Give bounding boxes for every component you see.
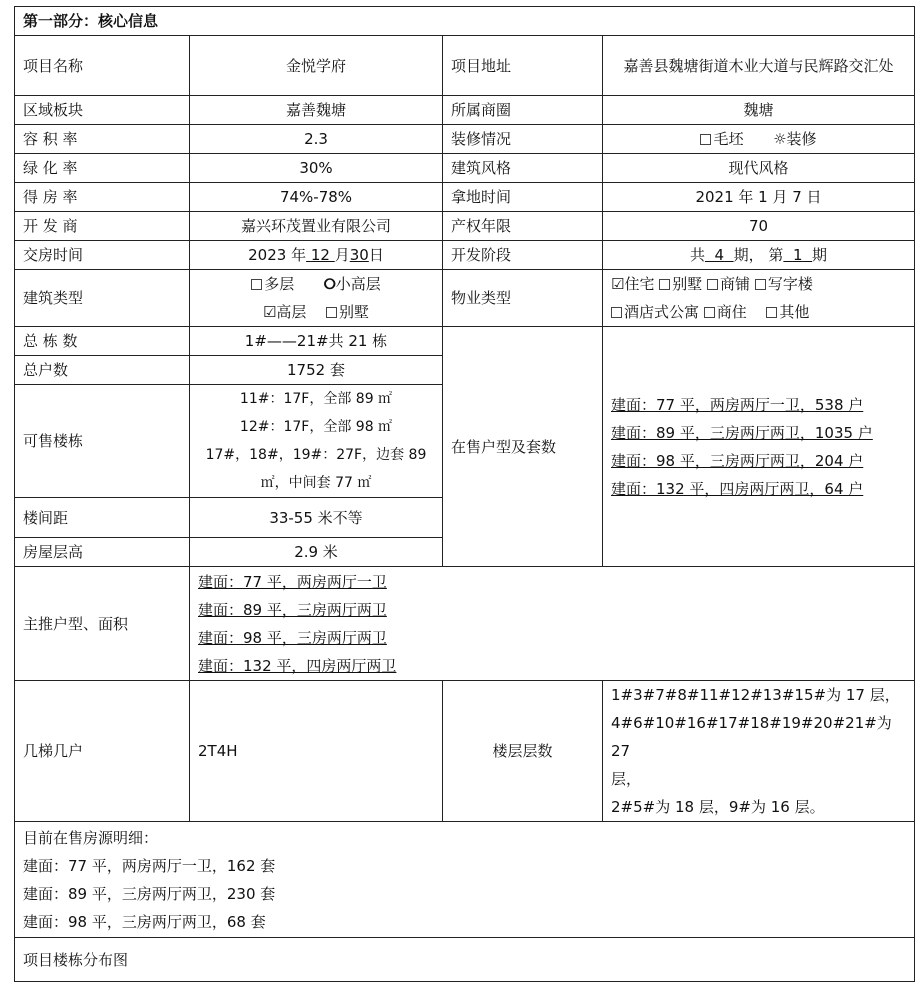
on-sale-item: 建面：77 平，两房两厅一卫，538 户 bbox=[611, 395, 864, 414]
detail-item: 建面：89 平，三房两厅两卫，230 套 bbox=[23, 884, 276, 903]
pt-option-commercial-residential: 商住 bbox=[716, 303, 747, 321]
floors-line: 1#3#7#8#11#12#13#15#为 17 层， bbox=[611, 686, 900, 704]
main-type-item: 建面：89 平，三房两厅两卫 bbox=[198, 600, 387, 619]
decoration-options bbox=[603, 125, 915, 154]
arch-style-label: 建筑风格 bbox=[443, 154, 603, 183]
developer-value: 嘉兴环茂置业有限公司 bbox=[190, 212, 443, 241]
phase-post: 期 bbox=[812, 246, 828, 264]
main-type-item: 建面：77 平，两房两厅一卫 bbox=[198, 572, 387, 591]
property-term-label: 产权年限 bbox=[443, 212, 603, 241]
bt-option-midrise: 小高层 bbox=[335, 275, 381, 293]
bt-option-multi: 多层 bbox=[264, 275, 295, 293]
pt-option-residence: 住宅 bbox=[624, 275, 655, 293]
project-address-label: 项目地址 bbox=[443, 36, 603, 96]
pt-option-villa: 别墅 bbox=[672, 275, 703, 293]
detail-item: 建面：98 平，三房两厅两卫，68 套 bbox=[23, 912, 266, 931]
spacing-label: 楼间距 bbox=[15, 498, 190, 538]
efficiency-label: 得 房 率 bbox=[15, 183, 190, 212]
building-type-label: 建筑类型 bbox=[15, 270, 190, 327]
delivery-value bbox=[190, 241, 443, 270]
far-label: 容 积 率 bbox=[15, 125, 190, 154]
project-address-value: 嘉善县魏塘街道木业大道与民辉路交汇处 bbox=[603, 36, 915, 96]
main-types-list bbox=[190, 567, 915, 681]
radio-selected-icon: ⭘ bbox=[323, 275, 336, 293]
floor-height-label: 房屋层高 bbox=[15, 538, 190, 567]
for-sale-item: 11#：17F，全部 89 ㎡ bbox=[239, 391, 393, 407]
efficiency-value: 74%-78% bbox=[190, 183, 443, 212]
pt-option-office: 写字楼 bbox=[767, 275, 813, 293]
unchecked-box-icon bbox=[755, 279, 766, 290]
for-sale-list bbox=[190, 385, 443, 498]
core-info-table bbox=[14, 6, 915, 982]
bt-option-highrise: 高层 bbox=[276, 303, 307, 321]
business-circle-value: 魏塘 bbox=[603, 96, 915, 125]
land-time-value: 2021 年 1 月 7 日 bbox=[603, 183, 915, 212]
main-types-label: 主推户型、面积 bbox=[15, 567, 190, 681]
on-sale-label: 在售户型及套数 bbox=[443, 327, 603, 567]
phase-total: 4 bbox=[714, 246, 725, 264]
far-value: 2.3 bbox=[190, 125, 443, 154]
spacing-value: 33-55 米不等 bbox=[190, 498, 443, 538]
total-units-label: 总户数 bbox=[15, 356, 190, 385]
unchecked-box-icon bbox=[700, 134, 711, 145]
region-value: 嘉善魏塘 bbox=[190, 96, 443, 125]
total-buildings-value: 1#——21#共 21 栋 bbox=[190, 327, 443, 356]
distribution-label: 项目楼栋分布图 bbox=[15, 938, 915, 982]
delivery-month bbox=[306, 246, 335, 264]
floors-list bbox=[603, 681, 915, 822]
floors-label: 楼层层数 bbox=[443, 681, 603, 822]
section-title: 第一部分：核心信息 bbox=[15, 7, 915, 36]
property-type-options bbox=[603, 270, 915, 327]
developer-label: 开 发 商 bbox=[15, 212, 190, 241]
unchecked-box-icon bbox=[766, 307, 777, 318]
building-type-options bbox=[190, 270, 443, 327]
phase-value bbox=[603, 241, 915, 270]
business-circle-label: 所属商圈 bbox=[443, 96, 603, 125]
total-buildings-label: 总 栋 数 bbox=[15, 327, 190, 356]
delivery-day bbox=[350, 246, 369, 264]
delivery-year: 2023 年 bbox=[248, 246, 307, 264]
floors-line: 2#5#为 18 层，9#为 16 层。 bbox=[611, 798, 825, 816]
unchecked-box-icon bbox=[326, 307, 337, 318]
project-name-label: 项目名称 bbox=[15, 36, 190, 96]
main-type-item: 建面：132 平，四房两厅两卫 bbox=[198, 656, 397, 675]
arch-style-value: 现代风格 bbox=[603, 154, 915, 183]
detail-block bbox=[15, 822, 915, 938]
on-sale-list bbox=[603, 327, 915, 567]
delivery-month-num: 12 bbox=[310, 246, 330, 264]
property-term-value: 70 bbox=[603, 212, 915, 241]
phase-current: 1 bbox=[792, 246, 803, 264]
unchecked-box-icon bbox=[611, 307, 622, 318]
delivery-label: 交房时间 bbox=[15, 241, 190, 270]
on-sale-item: 建面：89 平，三房两厅两卫，1035 户 bbox=[611, 423, 873, 442]
floor-height-value: 2.9 米 bbox=[190, 538, 443, 567]
sun-radio-icon: ☼ bbox=[773, 130, 787, 148]
green-value: 30% bbox=[190, 154, 443, 183]
pt-option-shop: 商铺 bbox=[720, 275, 751, 293]
pt-option-apartment: 酒店式公寓 bbox=[624, 303, 700, 321]
detail-title: 目前在售房源明细： bbox=[23, 828, 159, 847]
bt-option-villa: 别墅 bbox=[339, 303, 370, 321]
phase-mid: 期， 第 bbox=[733, 246, 784, 264]
checked-box-icon: ☑ bbox=[262, 303, 277, 321]
for-sale-item: 17#，18#，19#：27F，边套 89 bbox=[205, 447, 427, 463]
floors-line: 层， bbox=[611, 770, 642, 788]
project-name-value: 金悦学府 bbox=[190, 36, 443, 96]
decoration-label: 装修情况 bbox=[443, 125, 603, 154]
unchecked-box-icon bbox=[704, 307, 715, 318]
land-time-label: 拿地时间 bbox=[443, 183, 603, 212]
on-sale-item: 建面：132 平，四房两厅两卫，64 户 bbox=[611, 479, 864, 498]
elevator-value: 2T4H bbox=[190, 681, 443, 822]
phase-label: 开发阶段 bbox=[443, 241, 603, 270]
delivery-day-num: 30 bbox=[349, 246, 369, 264]
detail-item: 建面：77 平，两房两厅一卫，162 套 bbox=[23, 856, 276, 875]
for-sale-label: 可售楼栋 bbox=[15, 385, 190, 498]
on-sale-item: 建面：98 平，三房两厅两卫，204 户 bbox=[611, 451, 864, 470]
unchecked-box-icon bbox=[251, 279, 262, 290]
unchecked-box-icon bbox=[659, 279, 670, 290]
green-label: 绿 化 率 bbox=[15, 154, 190, 183]
for-sale-item: 12#：17F，全部 98 ㎡ bbox=[239, 419, 393, 435]
floors-line: 4#6#10#16#17#18#19#20#21#为 27 bbox=[611, 714, 892, 760]
total-units-value: 1752 套 bbox=[190, 356, 443, 385]
phase-pre: 共 bbox=[689, 246, 705, 264]
decoration-option-rough: 毛坯 bbox=[713, 130, 744, 148]
elevator-label: 几梯几户 bbox=[15, 681, 190, 822]
main-type-item: 建面：98 平，三房两厅两卫 bbox=[198, 628, 387, 647]
decoration-option-finished: 装修 bbox=[786, 130, 817, 148]
region-label: 区域板块 bbox=[15, 96, 190, 125]
phase-total-wrap bbox=[705, 246, 734, 264]
phase-current-wrap bbox=[783, 246, 812, 264]
for-sale-item: ㎡，中间套 77 ㎡ bbox=[260, 475, 372, 491]
property-type-label: 物业类型 bbox=[443, 270, 603, 327]
checked-box-icon: ☑ bbox=[611, 275, 625, 293]
delivery-month-unit: 月 bbox=[334, 246, 350, 264]
delivery-day-unit: 日 bbox=[368, 246, 384, 264]
pt-option-other: 其他 bbox=[779, 303, 810, 321]
unchecked-box-icon bbox=[707, 279, 718, 290]
